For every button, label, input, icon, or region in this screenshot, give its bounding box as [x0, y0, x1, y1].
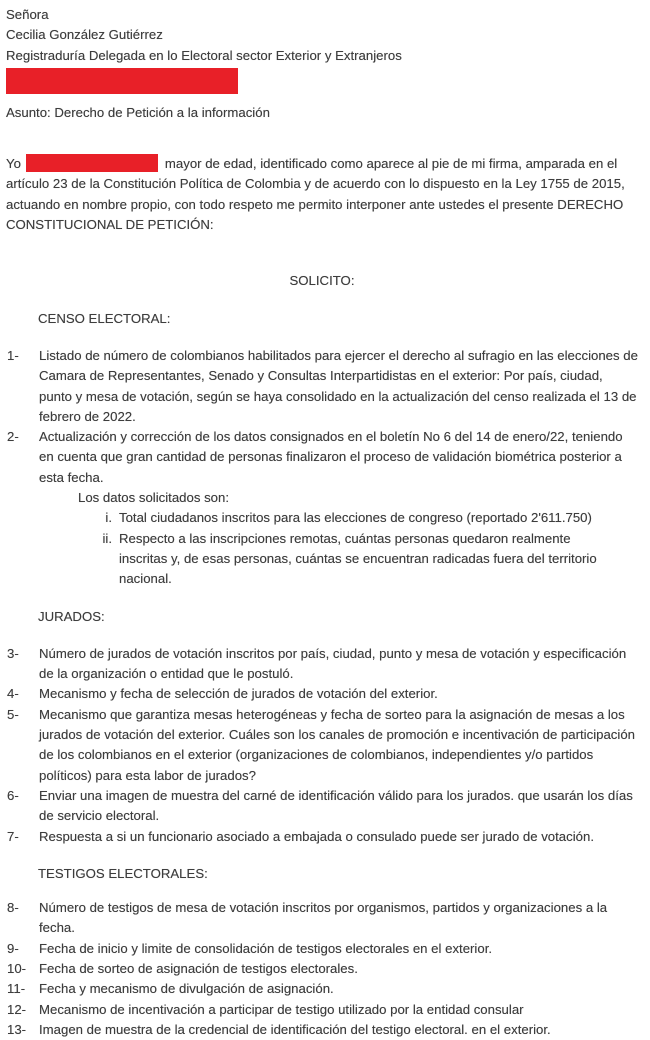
list-item-13	[6, 1020, 638, 1040]
list-item-text: Mecanismo que garantiza mesas heterogéneas y fecha de sorteo para la asignación de mesas a los jurados de votación del exterior. Cuáles son los canales de promoción e incentivación de participación de los colombianos en el exterior (organizaciones de colombianos, independientes y/o partidos políticos) para esta labor de jurados?	[39, 706, 635, 783]
sublist-item-number: ii.	[102, 530, 112, 546]
list-item-text: Mecanismo de incentivación a participar de testigo utilizado por la entidad consular	[39, 1001, 524, 1017]
list-item-number: 12-	[7, 1001, 27, 1017]
sublist-label: Los datos solicitados son:	[78, 490, 230, 506]
list-item-number: 8-	[7, 900, 19, 916]
testigos-item-list	[6, 898, 638, 1040]
list-item-text: Número de testigos de mesa de votación inscritos por organismos, partidos y organizaciones a la fecha.	[39, 900, 608, 936]
jurados-item-list	[6, 644, 638, 847]
list-item-4	[6, 684, 638, 704]
list-item-number: 5-	[7, 706, 19, 722]
list-item-number: 3-	[7, 645, 19, 661]
intro-paragraph	[6, 154, 638, 235]
list-item-number: 1-	[7, 347, 19, 363]
sublist-item-text: Total ciudadanos inscritos para las elecciones de congreso (reportado 2'611.750)	[119, 510, 592, 526]
list-item-text: Enviar una imagen de muestra del carné de identificación válido para los jurados. que usarán los días de servicio electoral.	[39, 787, 633, 824]
recipient-block	[6, 5, 638, 66]
list-item-3	[6, 644, 638, 685]
sublist-item-number: i.	[105, 510, 112, 526]
list-item-7	[6, 827, 638, 847]
section-heading-censo-electoral: CENSO ELECTORAL:	[38, 310, 171, 326]
list-item-number: 11-	[7, 981, 26, 997]
list-item-text: Actualización y corrección de los datos consignados en el boletín No 6 del 14 de enero/22, teniendo en cuenta que gran cantidad de personas finalizaron el proceso de validación biométrica posterior a esta fecha.	[39, 429, 623, 485]
list-item-text: Respuesta a si un funcionario asociado a embajada o consulado puede ser jurado de votación.	[39, 828, 594, 844]
list-item-text: Listado de número de colombianos habilitados para ejercer el derecho al sufragio en las elecciones de Camara de Representantes, Senado y Consultas Interpartidistas en el exterior: Por país, ciudad, punto y mesa de votación, según se haya consolidado en la actualización del censo realizada el 13 de febrero de 2022.	[39, 347, 638, 424]
list-item-text: Fecha y mecanismo de divulgación de asignación.	[39, 981, 334, 997]
list-item-text: Fecha de sorteo de asignación de testigos electorales.	[39, 960, 358, 976]
list-item-1	[6, 346, 638, 427]
list-item-text: Imagen de muestra de la credencial de identificación del testigo electoral. en el exterior.	[39, 1021, 551, 1037]
section-heading-testigos-electorales: TESTIGOS ELECTORALES:	[38, 865, 208, 881]
sublist-item-i	[6, 508, 638, 528]
list-item-number: 7-	[7, 828, 19, 844]
list-item-11	[6, 979, 638, 999]
redaction-bar-petitioner-name	[26, 154, 158, 172]
list-item-9	[6, 939, 638, 959]
list-item-8	[6, 898, 638, 939]
list-item-text: Número de jurados de votación inscritos por país, ciudad, punto y mesa de votación y especificación de la organización o entidad que le postuló.	[39, 645, 627, 682]
list-item-5	[6, 705, 638, 786]
section-heading-jurados: JURADOS:	[38, 608, 105, 624]
subject-line: Asunto: Derecho de Petición a la información	[6, 104, 270, 120]
list-item-number: 9-	[7, 940, 19, 956]
list-item-text: Mecanismo y fecha de selección de jurados de votación del exterior.	[39, 686, 438, 702]
sublist-item-text: Respecto a las inscripciones remotas, cuántas personas quedaron realmente inscritas y, de esas personas, cuántas se encuentran radicadas fuera del territorio nacional.	[119, 530, 597, 587]
intro-prefix: Yo	[6, 156, 21, 172]
solicito-heading: SOLICITO:	[289, 273, 355, 289]
recipient-office: Registraduría Delegada en lo Electoral sector Exterior y Extranjeros	[6, 47, 402, 63]
list-item-number: 6-	[7, 787, 19, 803]
list-item-6	[6, 786, 638, 827]
list-item-12	[6, 1000, 638, 1020]
list-item-number: 13-	[7, 1021, 27, 1037]
intro-body: mayor de edad, identificado como aparece al pie de mi firma, amparada en el artículo 23 de la Constitución Política de Colombia y de acuerdo con lo dispuesto en la Ley 1755 de 2015, actuando en nombre propio, con todo respeto me permito interponer ante ustedes el presente DERECHO CONSTITUCIONAL DE PETICIÓN:	[6, 156, 625, 233]
recipient-salutation: Señora	[6, 7, 49, 22]
list-item-2	[6, 427, 638, 488]
list-item-number: 2-	[7, 429, 19, 445]
list-item-10	[6, 959, 638, 979]
list-item-number: 4-	[7, 686, 19, 702]
list-item-number: 10-	[7, 960, 27, 976]
list-item-text: Fecha de inicio y limite de consolidación de testigos electorales en el exterior.	[39, 940, 493, 956]
sublist-item-ii	[6, 529, 638, 590]
recipient-name: Cecilia González Gutiérrez	[6, 27, 163, 43]
censo-item-list	[6, 346, 638, 590]
redaction-bar-address	[6, 68, 238, 94]
